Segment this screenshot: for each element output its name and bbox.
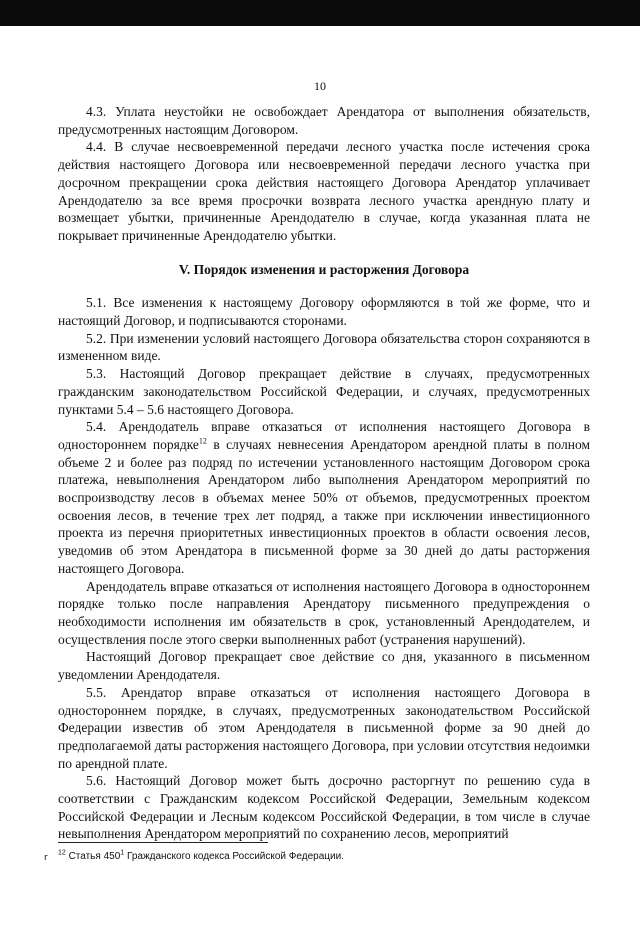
paragraph-5-2: 5.2. При изменении условий настоящего Договора обязательства сторон сохраняются в измененном виде. [58, 330, 590, 364]
paragraph-5-4-termination: Настоящий Договор прекращает свое действие со дня, указанного в письменном уведомлении Арендодателя. [58, 649, 590, 683]
footnote-number: 12 [58, 849, 66, 857]
paragraph-5-4-text-start: 5.4. Арендодатель вправе отказаться от исполнения настоящего Договора в одностороннем порядке [58, 419, 590, 452]
page-number: 10 [314, 79, 326, 93]
scan-top-border [0, 0, 640, 26]
footnote-reference: 12 [198, 436, 207, 446]
footnote [58, 850, 344, 863]
paragraph-5-4-text-end: в случаях невнесения Арендатором арендной платы в полном объеме 2 и более раз подряд по истечении установленного настоящим Договором срока платежа, невыполнения Арендатором либо выполнения Арендатором мероприятий по воспроизводству лесов в объемах менее 50% от объемов, предусмотренных проектом освоения лесов, в течение трех лет подряд, а также при исключении инвестиционного проекта из перечня приоритетных инвестиционных проектов в области освоения лесов, уведомив об этом Арендатора в письменной форме за 30 дней до даты расторжения настоящего Договора. [58, 436, 590, 576]
paragraph-5-4-notice: Арендодатель вправе отказаться от исполнения настоящего Договора в одностороннем порядке только после направления Арендатору письменного предупреждения о необходимости исполнения им обязательств в срок, установленный Арендодателем, и осуществления после этого сверки выполненных работ (устранения нарушений). [58, 578, 590, 647]
paragraph-5-4 [58, 418, 590, 577]
footnote-article-superscript: 1 [120, 849, 125, 857]
document-body [58, 103, 590, 843]
paragraph-5-6: 5.6. Настоящий Договор может быть досрочно расторгнут по решению суда в соответствии с Гражданским кодексом Российской Федерации, Земельным кодексом Российской Федерации и Лесным кодексом Российской Федерации, в том числе в случае невыполнения Арендатором мероприятий по сохранению лесов, мероприятий [58, 773, 590, 842]
paragraph-5-5: 5.5. Арендатор вправе отказаться от исполнения настоящего Договора в одностороннем порядке, в случаях, предусмотренных законодательством Российской Федерации известив об этом Арендодателя в письменной форме за 90 дней до предполагаемой даты расторжения настоящего Договора, при условии отсутствия недоимки по арендной плате. [58, 684, 590, 771]
paragraph-5-1: 5.1. Все изменения к настоящему Договору оформляются в той же форме, что и настоящий Договор, и подписываются сторонами. [58, 295, 590, 329]
section-heading: V. Порядок изменения и расторжения Договора [178, 261, 470, 277]
paragraph-4-3: 4.3. Уплата неустойки не освобождает Арендатора от выполнения обязательств, предусмотренных настоящим Договором. [58, 104, 590, 137]
paragraph-4-4: 4.4. В случае несвоевременной передачи лесного участка после истечения срока действия настоящего Договора или несвоевременной передачи лесного участка при досрочном прекращении срока действия настоящего Договора Арендатор уплачивает Арендодателю за все время просрочки возврата лесного участка арендную плату и возмещает убытки, причиненные Арендодателю в случае, когда указанная плата не покрывает причиненные Арендодателю убытки. [58, 139, 590, 243]
footnote-text-start: Статья 450 [65, 851, 121, 862]
scan-mark: r [44, 853, 48, 863]
footnote-divider [58, 842, 268, 843]
footnote-text-end: Гражданского кодекса Российской Федерации. [124, 851, 344, 862]
paragraph-5-3: 5.3. Настоящий Договор прекращает действие в случаях, предусмотренных гражданским законодательством Российской Федерации, и случаях, предусмотренных пунктами 5.4 – 5.6 настоящего Договора. [58, 366, 590, 417]
